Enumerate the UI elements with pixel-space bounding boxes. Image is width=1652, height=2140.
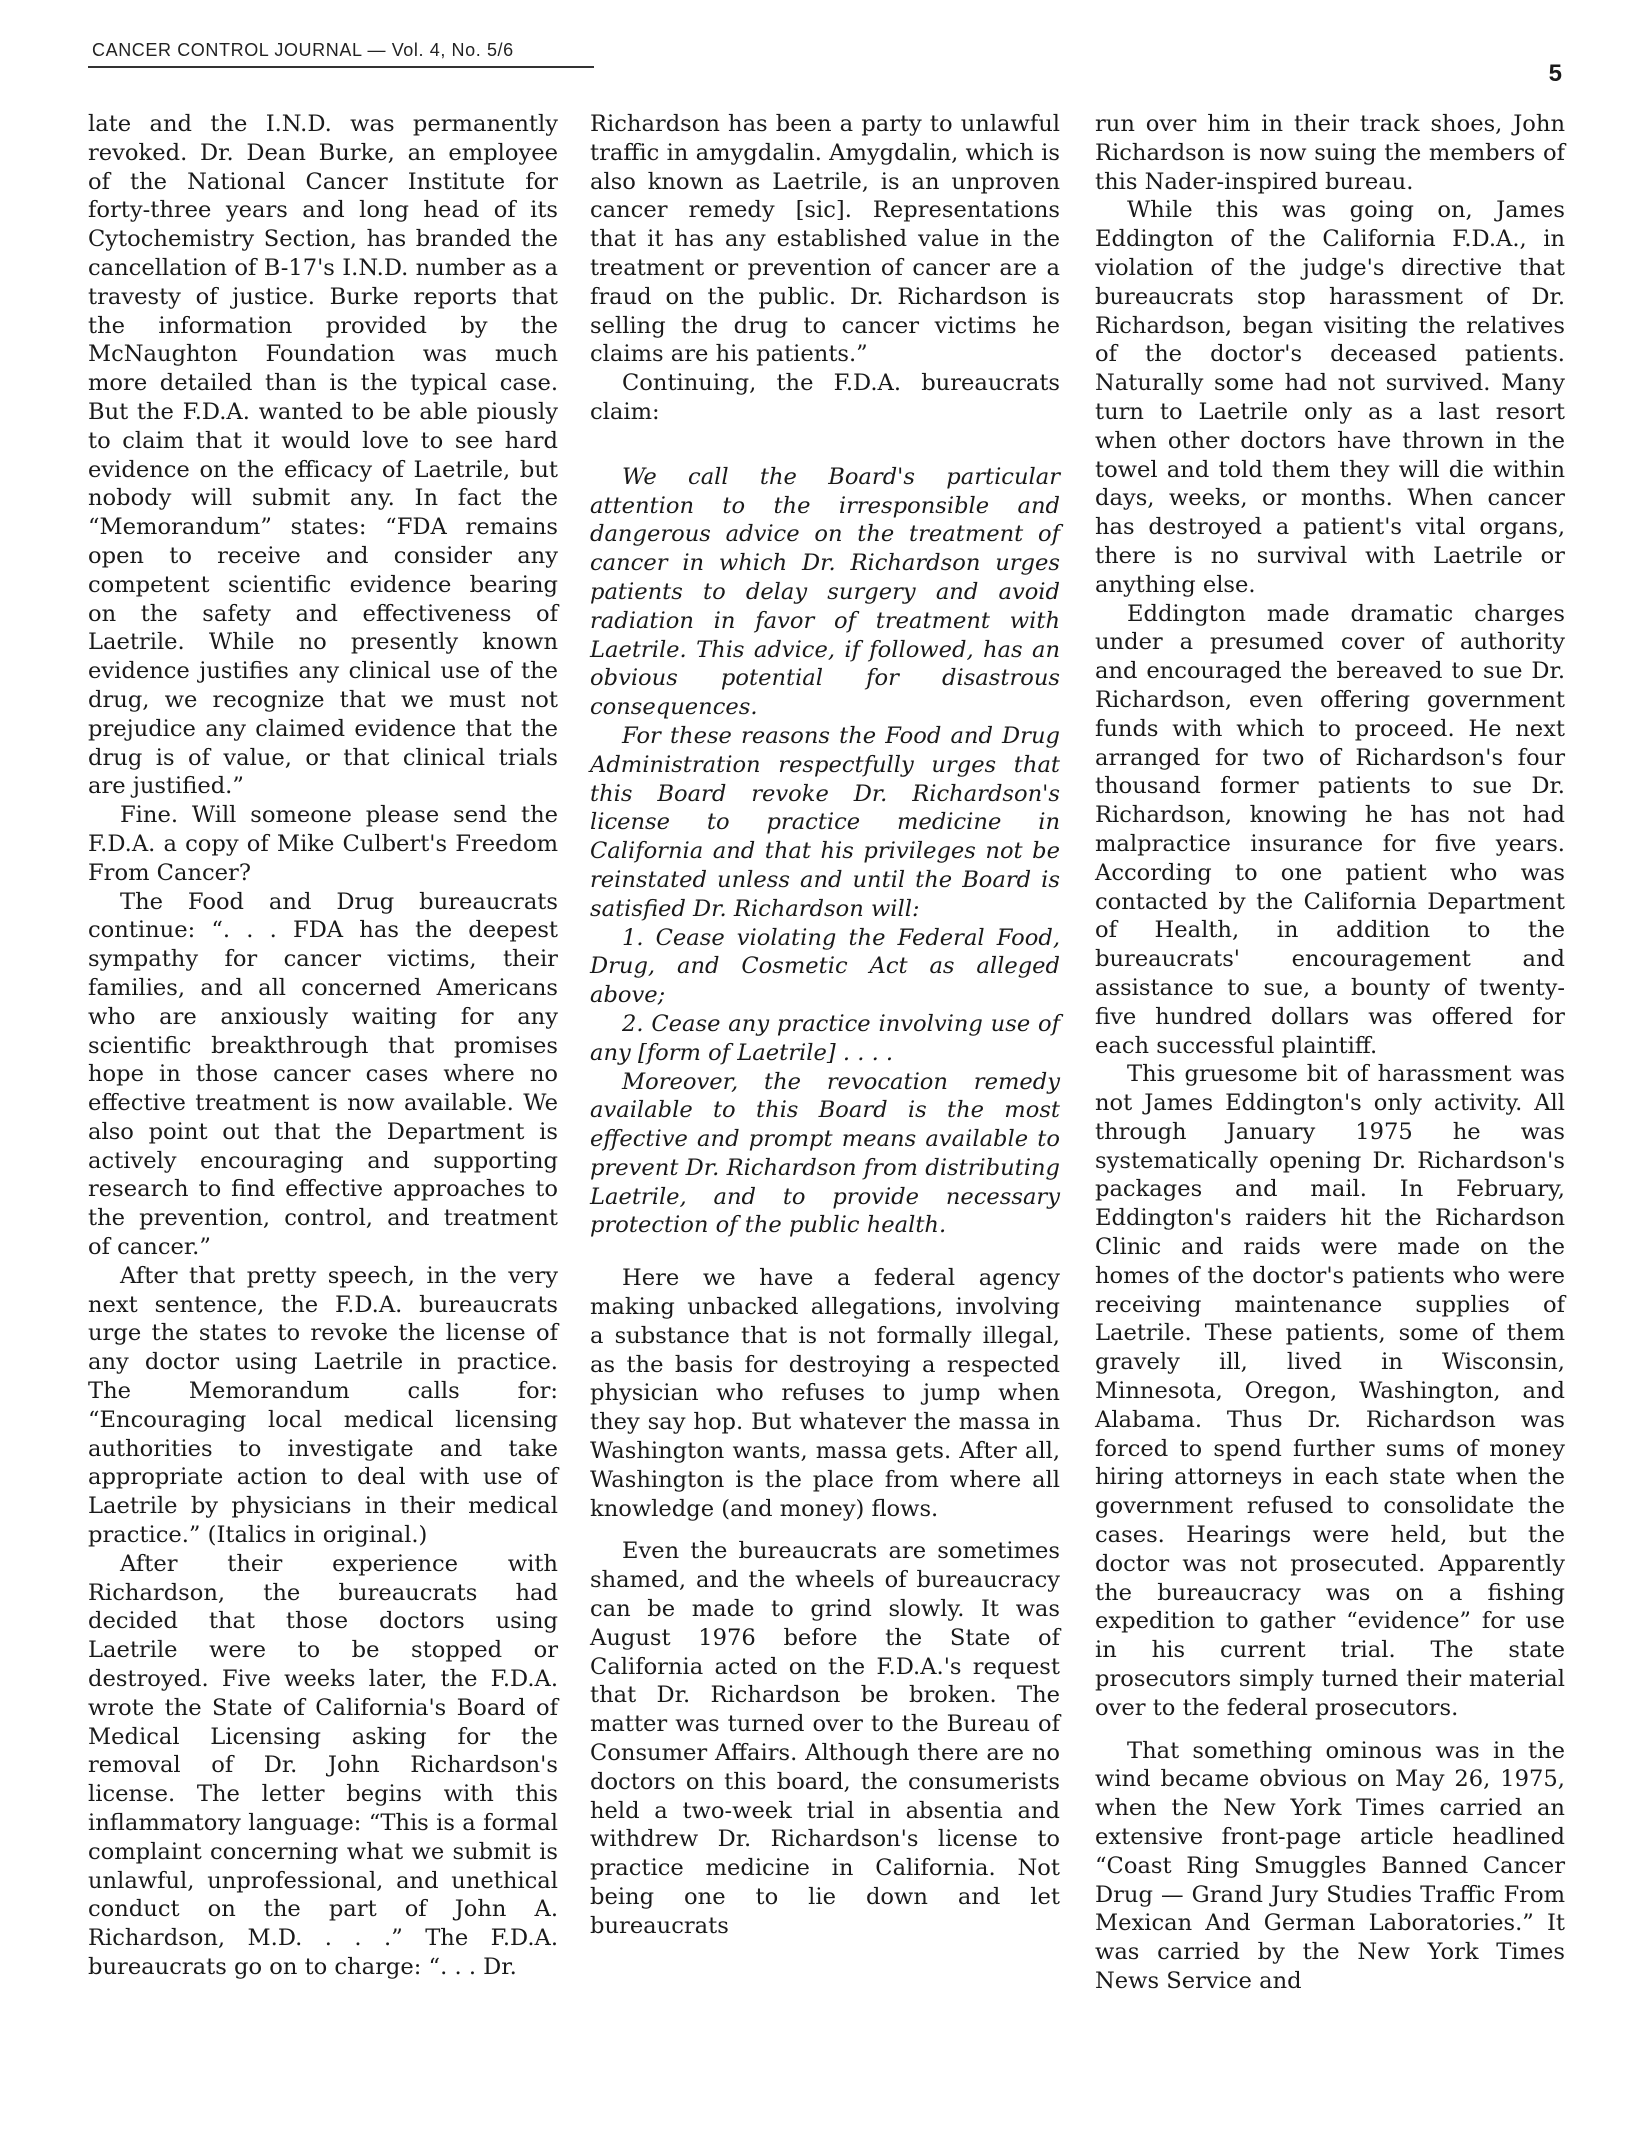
text-column-1 (88, 110, 558, 1982)
paragraph: This gruesome bit of harassment was not James Eddington's only activity. All through January 1975 he was systematically opening Dr. Richardson's packages and mail. In February, Eddington's raiders hit the Richardson Clinic and raids were made on the homes of the doctor's patients who were receiving maintenance supplies of Laetrile. These patients, some of them gravely ill, lived in Wisconsin, Minnesota, Oregon, Washington, and Alabama. Thus Dr. Richardson was forced to spend further sums of money hiring attorneys in each state when the government refused to consolidate the cases. Hearings were held, but the doctor was not prosecuted. Apparently the bureaucracy was on a fishing expedition to gather “evidence” for use in his current trial. The state prosecutors simply turned their material over to the federal prosecutors. (1095, 1061, 1565, 1721)
text-column-3 (1095, 110, 1565, 1996)
paragraph: Here we have a federal agency making unbacked allegations, involving a substance that is not formally illegal, as the basis for destroying a respected physician who refuses to jump when they say hop. But whatever the massa in Washington wants, massa gets. After all, Washington is the place from where all knowledge (and money) flows. (590, 1265, 1060, 1522)
header-rule (88, 66, 594, 68)
running-head: CANCER CONTROL JOURNAL — Vol. 4, No. 5/6 (92, 40, 514, 60)
block-quote: We call the Board's particular attention to the irresponsible and dangerous advice on the treatment of cancer in which Dr. Richardson urges patients to delay surgery and avoid radiation in favor of treatment with Laetrile. This advice, if followed, has an obvious potential for disastrous consequences. (590, 463, 1060, 721)
paragraph: Continuing, the F.D.A. bureaucrats claim: (590, 370, 1060, 425)
paragraph: That something ominous was in the wind became obvious on May 26, 1975, when the New York Times carried an extensive front-page article headlined “Coast Ring Smuggles Banned Cancer Drug — Grand Jury Studies Traffic From Mexican And German Laboratories.” It was carried by the New York Times News Service and (1095, 1737, 1565, 1994)
block-quote-item: 1. Cease violating the Federal Food, Drug, and Cosmetic Act as alleged above; (590, 924, 1060, 1009)
paragraph: The Food and Drug bureaucrats continue: “. . . FDA has the deepest sympathy for cancer victims, their families, and all concerned Americans who are anxiously waiting for any scientific breakthrough that promises hope in those cancer cases where no effective treatment is now available. We also point out that the Department is actively encouraging and supporting research to find effective approaches to the prevention, control, and treatment of cancer.” (88, 888, 558, 1261)
paragraph: Even the bureaucrats are sometimes shamed, and the wheels of bureaucracy can be made to grind slowly. It was August 1976 before the State of California acted on the F.D.A.'s request that Dr. Richardson be broken. The matter was turned over to the Bureau of Consumer Affairs. Although there are no doctors on this board, the consumerists held a two-week trial in absentia and withdrew Dr. Richardson's license to practice medicine in California. Not being one to lie down and let bureaucrats (590, 1538, 1060, 1939)
text-column-2 (590, 110, 1060, 1941)
paragraph: Eddington made dramatic charges under a presumed cover of authority and encouraged the bereaved to sue Dr. Richardson, even offering government funds with which to proceed. He next arranged for two of Richardson's four thousand former patients to sue Dr. Richardson, knowing he has not had malpractice insurance for five years. According to one patient who was contacted by the California Department of Health, in addition to the bureaucrats' encouragement and assistance to sue, a bounty of twenty-five hundred dollars was offered for each successful plaintiff. (1095, 600, 1565, 1059)
paragraph: run over him in their track shoes, John Richardson is now suing the members of this Nader-inspired bureau. (1095, 111, 1565, 195)
paragraph: Richardson has been a party to unlawful traffic in amygdalin. Amygdalin, which is also known as Laetrile, is an unproven cancer remedy [sic]. Representations that it has any established value in the treatment or prevention of cancer are a fraud on the public. Dr. Richardson is selling the drug to cancer victims he claims are his patients.” (590, 111, 1060, 368)
paragraph: After that pretty speech, in the very next sentence, the F.D.A. bureaucrats urge the states to revoke the license of any doctor using Laetrile in practice. The Memorandum calls for: “Encouraging local medical licensing authorities to investigate and take appropriate action to deal with use of Laetrile by physicians in their medical practice.” (Italics in original.) (88, 1262, 558, 1549)
block-quote: For these reasons the Food and Drug Administration respectfully urges that this Board revoke Dr. Richardson's license to practice medicine in California and that his privileges not be reinstated unless and until the Board is satisfied Dr. Richardson will: (590, 722, 1060, 922)
paragraph: While this was going on, James Eddington of the California F.D.A., in violation of the judge's directive that bureaucrats stop harassment of Dr. Richardson, began visiting the relatives of the doctor's deceased patients. Naturally some had not survived. Many turn to Laetrile only as a last resort when other doctors have thrown in the towel and told them they will die within days, weeks, or months. When cancer has destroyed a patient's vital organs, there is no survival with Laetrile or anything else. (1095, 197, 1565, 598)
block-quote: Moreover, the revocation remedy available to this Board is the most effective and prompt means available to prevent Dr. Richardson from distributing Laetrile, and to provide necessary protection of the public health. (590, 1068, 1060, 1239)
block-quote-item: 2. Cease any practice involving use of any [form of Laetrile] . . . . (590, 1010, 1060, 1066)
paragraph: Fine. Will someone please send the F.D.A. a copy of Mike Culbert's Freedom From Cancer? (88, 802, 558, 886)
page-number: 5 (1548, 60, 1562, 87)
paragraph: late and the I.N.D. was permanently revoked. Dr. Dean Burke, an employee of the National Cancer Institute for forty-three years and long head of its Cytochemistry Section, has branded the cancellation of B-17's I.N.D. number as a travesty of justice. Burke reports that the information provided by the McNaughton Foundation was much more detailed than is the typical case. But the F.D.A. wanted to be able piously to claim that it would love to see hard evidence on the efficacy of Laetrile, but nobody will submit any. In fact the “Memorandum” states: “FDA remains open to receive and consider any competent scientific evidence bearing on the safety and effectiveness of Laetrile. While no presently known evidence justifies any clinical use of the drug, we recognize that we must not prejudice any claimed evidence that the drug is of value, or that clinical trials are justified.” (88, 111, 558, 800)
paragraph: After their experience with Richardson, the bureaucrats had decided that those doctors using Laetrile were to be stopped or destroyed. Five weeks later, the F.D.A. wrote the State of California's Board of Medical Licensing asking for the removal of Dr. John Richardson's license. The letter begins with this inflammatory language: “This is a formal complaint concerning what we submit is unlawful, unprofessional, and unethical conduct on the part of John A. Richardson, M.D. . . .” The F.D.A. bureaucrats go on to charge: “. . . Dr. (88, 1550, 558, 1980)
